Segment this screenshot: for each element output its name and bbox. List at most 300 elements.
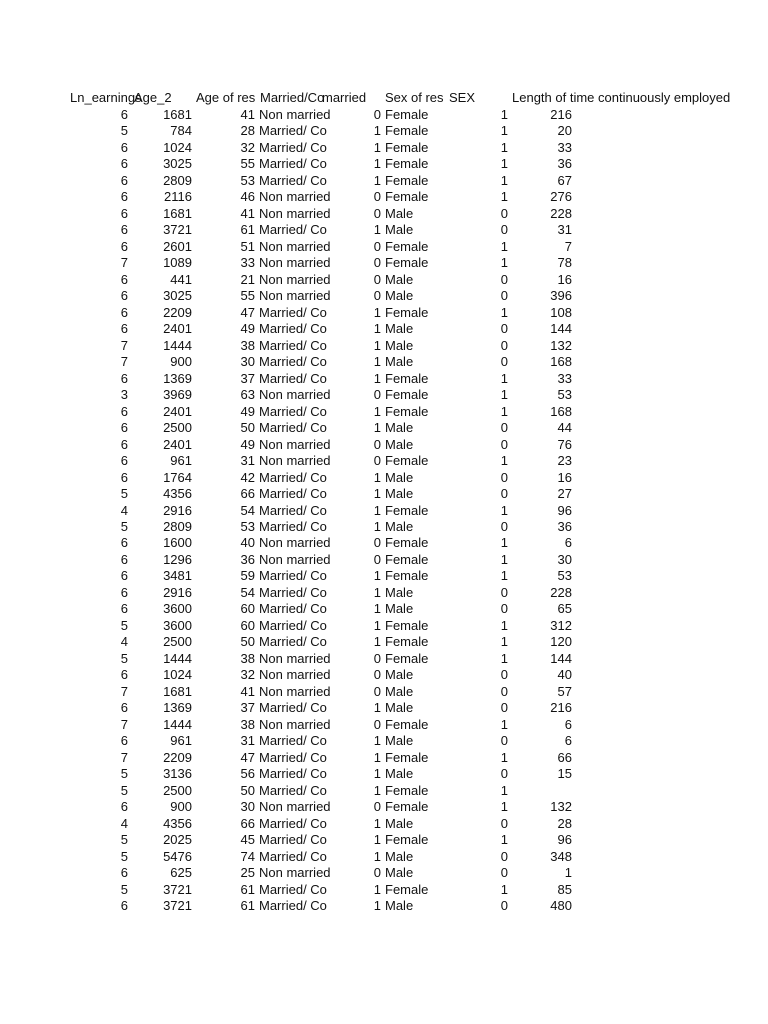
cell-age-2[interactable]: 441 — [170, 271, 192, 287]
cell-length-employed[interactable]: 228 — [550, 205, 572, 221]
cell-married[interactable]: 0 — [373, 387, 381, 403]
cell-ln-earnings[interactable]: 6 — [120, 205, 128, 221]
cell-sex[interactable]: 0 — [500, 733, 508, 749]
cell-married[interactable]: 1 — [373, 156, 381, 172]
cell-married[interactable]: 0 — [373, 799, 381, 815]
cell-age-of-respondent[interactable]: 40 — [240, 535, 255, 551]
cell-married[interactable]: 1 — [373, 601, 381, 617]
cell-sex[interactable]: 1 — [500, 189, 508, 205]
cell-married-co[interactable]: Married/ Co — [259, 766, 327, 782]
cell-married[interactable]: 1 — [373, 733, 381, 749]
cell-age-2[interactable]: 2916 — [163, 584, 192, 600]
cell-length-employed[interactable]: 168 — [550, 354, 572, 370]
header-married[interactable]: married — [322, 90, 367, 105]
cell-age-of-respondent[interactable]: 56 — [240, 766, 255, 782]
cell-sex-of-respondent[interactable]: Female — [385, 799, 429, 815]
cell-length-employed[interactable]: 20 — [557, 123, 572, 139]
cell-age-of-respondent[interactable]: 38 — [240, 716, 255, 732]
cell-ln-earnings[interactable]: 6 — [120, 139, 128, 155]
cell-sex-of-respondent[interactable]: Female — [385, 650, 429, 666]
cell-ln-earnings[interactable]: 6 — [120, 453, 128, 469]
cell-sex[interactable]: 1 — [500, 107, 508, 122]
cell-ln-earnings[interactable]: 6 — [120, 370, 128, 386]
cell-age-2[interactable]: 2916 — [163, 502, 192, 518]
cell-length-employed[interactable]: 78 — [557, 255, 572, 271]
cell-age-of-respondent[interactable]: 49 — [240, 403, 255, 419]
cell-age-2[interactable]: 1024 — [163, 139, 192, 155]
cell-age-of-respondent[interactable]: 37 — [240, 370, 255, 386]
cell-sex[interactable]: 1 — [500, 782, 508, 798]
cell-ln-earnings[interactable]: 6 — [120, 799, 128, 815]
cell-sex[interactable]: 0 — [500, 766, 508, 782]
cell-sex[interactable]: 1 — [500, 568, 508, 584]
cell-sex[interactable]: 1 — [500, 238, 508, 254]
cell-length-employed[interactable]: 6 — [564, 716, 572, 732]
cell-sex-of-respondent[interactable]: Male — [385, 683, 414, 699]
cell-married[interactable]: 1 — [373, 304, 381, 320]
cell-ln-earnings[interactable]: 6 — [120, 733, 128, 749]
cell-length-employed[interactable] — [508, 783, 572, 800]
cell-age-of-respondent[interactable]: 59 — [240, 568, 255, 584]
cell-age-of-respondent[interactable]: 28 — [240, 123, 255, 139]
cell-married-co[interactable]: Non married — [259, 189, 331, 205]
cell-length-employed[interactable]: 6 — [564, 733, 572, 749]
cell-length-employed[interactable]: 396 — [550, 288, 572, 304]
cell-age-2[interactable]: 2401 — [163, 403, 192, 419]
cell-age-2[interactable]: 2601 — [163, 238, 192, 254]
cell-age-of-respondent[interactable]: 55 — [240, 288, 255, 304]
cell-length-employed[interactable]: 66 — [557, 749, 572, 765]
cell-length-employed[interactable]: 40 — [557, 667, 572, 683]
cell-married[interactable]: 1 — [373, 172, 381, 188]
cell-married-co[interactable]: Non married — [259, 255, 331, 271]
cell-age-of-respondent[interactable]: 54 — [240, 502, 255, 518]
cell-sex[interactable]: 0 — [500, 321, 508, 337]
cell-length-employed[interactable]: 144 — [550, 321, 572, 337]
cell-age-of-respondent[interactable]: 53 — [240, 172, 255, 188]
cell-age-2[interactable]: 3025 — [163, 156, 192, 172]
cell-length-employed[interactable]: 57 — [557, 683, 572, 699]
cell-age-of-respondent[interactable]: 51 — [240, 238, 255, 254]
cell-married-co[interactable]: Non married — [259, 716, 331, 732]
cell-ln-earnings[interactable]: 6 — [120, 288, 128, 304]
cell-age-2[interactable]: 3600 — [163, 617, 192, 633]
cell-age-of-respondent[interactable]: 42 — [240, 469, 255, 485]
cell-married-co[interactable]: Non married — [259, 535, 331, 551]
cell-ln-earnings[interactable]: 6 — [120, 321, 128, 337]
cell-ln-earnings[interactable]: 6 — [120, 568, 128, 584]
cell-ln-earnings[interactable]: 6 — [120, 601, 128, 617]
cell-ln-earnings[interactable]: 6 — [120, 436, 128, 452]
cell-ln-earnings[interactable]: 5 — [120, 881, 128, 897]
cell-sex-of-respondent[interactable]: Female — [385, 403, 429, 419]
cell-length-employed[interactable]: 216 — [550, 107, 572, 122]
cell-age-of-respondent[interactable]: 61 — [240, 898, 255, 914]
cell-ln-earnings[interactable]: 6 — [120, 551, 128, 567]
cell-ln-earnings[interactable]: 7 — [120, 749, 128, 765]
cell-sex-of-respondent[interactable]: Female — [385, 370, 429, 386]
cell-married[interactable]: 0 — [373, 255, 381, 271]
cell-age-of-respondent[interactable]: 32 — [240, 667, 255, 683]
cell-sex[interactable]: 1 — [500, 502, 508, 518]
cell-sex-of-respondent[interactable]: Female — [385, 832, 429, 848]
cell-ln-earnings[interactable]: 6 — [120, 700, 128, 716]
cell-married-co[interactable]: Married/ Co — [259, 370, 327, 386]
cell-age-of-respondent[interactable]: 61 — [240, 222, 255, 238]
header-sex[interactable]: SEX — [449, 90, 476, 105]
cell-sex-of-respondent[interactable]: Female — [385, 238, 429, 254]
cell-married-co[interactable]: Married/ Co — [259, 898, 327, 914]
cell-married[interactable]: 1 — [373, 634, 381, 650]
cell-sex[interactable]: 0 — [500, 436, 508, 452]
cell-age-2[interactable]: 2500 — [163, 420, 192, 436]
cell-age-2[interactable]: 1369 — [163, 700, 192, 716]
cell-married-co[interactable]: Married/ Co — [259, 815, 327, 831]
cell-length-employed[interactable]: 16 — [557, 469, 572, 485]
cell-sex[interactable]: 0 — [500, 865, 508, 881]
cell-age-of-respondent[interactable]: 60 — [240, 601, 255, 617]
cell-age-2[interactable]: 1444 — [163, 716, 192, 732]
cell-sex[interactable]: 0 — [500, 683, 508, 699]
cell-age-of-respondent[interactable]: 47 — [240, 304, 255, 320]
cell-married-co[interactable]: Non married — [259, 271, 331, 287]
cell-age-2[interactable]: 2401 — [163, 321, 192, 337]
cell-ln-earnings[interactable]: 7 — [120, 354, 128, 370]
cell-sex-of-respondent[interactable]: Female — [385, 139, 429, 155]
cell-married-co[interactable]: Married/ Co — [259, 782, 327, 798]
cell-ln-earnings[interactable]: 6 — [120, 271, 128, 287]
cell-sex[interactable]: 1 — [500, 716, 508, 732]
cell-age-2[interactable]: 1089 — [163, 255, 192, 271]
cell-married-co[interactable]: Non married — [259, 453, 331, 469]
cell-married[interactable]: 1 — [373, 486, 381, 502]
cell-sex[interactable]: 0 — [500, 898, 508, 914]
cell-age-2[interactable]: 1444 — [163, 337, 192, 353]
cell-ln-earnings[interactable]: 5 — [120, 486, 128, 502]
cell-sex-of-respondent[interactable]: Female — [385, 535, 429, 551]
cell-age-of-respondent[interactable]: 36 — [240, 551, 255, 567]
cell-married-co[interactable]: Non married — [259, 865, 331, 881]
cell-length-employed[interactable]: 144 — [550, 650, 572, 666]
cell-sex[interactable]: 0 — [500, 848, 508, 864]
cell-length-employed[interactable]: 348 — [550, 848, 572, 864]
cell-married-co[interactable]: Non married — [259, 650, 331, 666]
cell-sex-of-respondent[interactable]: Male — [385, 469, 414, 485]
cell-married[interactable]: 1 — [373, 749, 381, 765]
cell-sex-of-respondent[interactable]: Male — [385, 519, 414, 534]
cell-age-2[interactable]: 2209 — [163, 304, 192, 320]
header-married-co[interactable]: Married/Co — [260, 90, 325, 105]
cell-age-of-respondent[interactable]: 49 — [240, 436, 255, 452]
cell-length-employed[interactable]: 228 — [550, 584, 572, 600]
cell-sex[interactable]: 0 — [500, 667, 508, 683]
cell-married-co[interactable]: Non married — [259, 387, 331, 403]
cell-married[interactable]: 1 — [373, 766, 381, 782]
cell-age-2[interactable]: 961 — [170, 733, 192, 749]
cell-married[interactable]: 1 — [373, 139, 381, 155]
cell-married-co[interactable]: Married/ Co — [259, 601, 327, 617]
cell-sex-of-respondent[interactable]: Male — [385, 865, 414, 881]
cell-length-employed[interactable]: 76 — [557, 436, 572, 452]
cell-ln-earnings[interactable]: 5 — [120, 782, 128, 798]
cell-married[interactable]: 0 — [373, 453, 381, 469]
cell-ln-earnings[interactable]: 6 — [120, 420, 128, 436]
cell-married[interactable]: 1 — [373, 403, 381, 419]
cell-married[interactable]: 1 — [373, 420, 381, 436]
cell-sex[interactable]: 0 — [500, 584, 508, 600]
cell-married-co[interactable]: Married/ Co — [259, 584, 327, 600]
cell-age-of-respondent[interactable]: 54 — [240, 584, 255, 600]
cell-length-employed[interactable]: 168 — [550, 403, 572, 419]
cell-married-co[interactable]: Married/ Co — [259, 354, 327, 370]
cell-married[interactable]: 0 — [373, 288, 381, 304]
header-sex-of-respondent[interactable]: Sex of res — [385, 90, 444, 105]
cell-sex-of-respondent[interactable]: Male — [385, 436, 414, 452]
cell-sex[interactable]: 0 — [500, 271, 508, 287]
cell-ln-earnings[interactable]: 6 — [120, 535, 128, 551]
cell-ln-earnings[interactable]: 6 — [120, 584, 128, 600]
cell-married-co[interactable]: Married/ Co — [259, 700, 327, 716]
cell-married[interactable]: 1 — [373, 337, 381, 353]
cell-sex-of-respondent[interactable]: Female — [385, 881, 429, 897]
cell-married-co[interactable]: Married/ Co — [259, 156, 327, 172]
cell-married[interactable]: 1 — [373, 617, 381, 633]
cell-married-co[interactable]: Non married — [259, 288, 331, 304]
cell-ln-earnings[interactable]: 6 — [120, 865, 128, 881]
cell-length-employed[interactable]: 312 — [550, 617, 572, 633]
cell-age-2[interactable]: 2500 — [163, 634, 192, 650]
cell-age-of-respondent[interactable]: 41 — [240, 683, 255, 699]
cell-married[interactable]: 1 — [373, 519, 381, 534]
cell-length-employed[interactable]: 33 — [557, 139, 572, 155]
cell-sex-of-respondent[interactable]: Male — [385, 288, 414, 304]
cell-age-2[interactable]: 1681 — [163, 107, 192, 122]
cell-sex-of-respondent[interactable]: Female — [385, 255, 429, 271]
cell-ln-earnings[interactable]: 5 — [120, 123, 128, 139]
cell-length-employed[interactable]: 53 — [557, 387, 572, 403]
cell-sex-of-respondent[interactable]: Female — [385, 634, 429, 650]
cell-length-employed[interactable]: 28 — [557, 815, 572, 831]
cell-age-2[interactable]: 3721 — [163, 881, 192, 897]
cell-sex[interactable]: 1 — [500, 255, 508, 271]
cell-sex[interactable]: 1 — [500, 535, 508, 551]
cell-age-of-respondent[interactable]: 74 — [240, 848, 255, 864]
cell-sex-of-respondent[interactable]: Female — [385, 304, 429, 320]
cell-sex-of-respondent[interactable]: Male — [385, 766, 414, 782]
cell-married-co[interactable]: Married/ Co — [259, 568, 327, 584]
cell-sex[interactable]: 1 — [500, 387, 508, 403]
cell-sex-of-respondent[interactable]: Male — [385, 667, 414, 683]
cell-age-2[interactable]: 784 — [170, 123, 192, 139]
cell-age-of-respondent[interactable]: 41 — [240, 107, 255, 122]
cell-sex-of-respondent[interactable]: Female — [385, 749, 429, 765]
cell-married[interactable]: 1 — [373, 370, 381, 386]
cell-sex[interactable]: 0 — [500, 815, 508, 831]
cell-sex-of-respondent[interactable]: Female — [385, 568, 429, 584]
cell-age-2[interactable]: 2209 — [163, 749, 192, 765]
cell-ln-earnings[interactable]: 6 — [120, 667, 128, 683]
cell-married[interactable]: 1 — [373, 568, 381, 584]
cell-age-2[interactable]: 1296 — [163, 551, 192, 567]
cell-age-2[interactable]: 2500 — [163, 782, 192, 798]
cell-age-2[interactable]: 3721 — [163, 222, 192, 238]
cell-age-2[interactable]: 961 — [170, 453, 192, 469]
cell-age-2[interactable]: 4356 — [163, 815, 192, 831]
cell-age-2[interactable]: 900 — [170, 354, 192, 370]
cell-sex-of-respondent[interactable]: Male — [385, 486, 414, 502]
cell-length-employed[interactable]: 33 — [557, 370, 572, 386]
cell-ln-earnings[interactable]: 3 — [120, 387, 128, 403]
cell-sex[interactable]: 1 — [500, 156, 508, 172]
cell-sex[interactable]: 0 — [500, 205, 508, 221]
cell-sex-of-respondent[interactable]: Male — [385, 337, 414, 353]
cell-married-co[interactable]: Married/ Co — [259, 222, 327, 238]
cell-age-2[interactable]: 1764 — [163, 469, 192, 485]
cell-age-of-respondent[interactable]: 61 — [240, 881, 255, 897]
cell-sex-of-respondent[interactable]: Male — [385, 584, 414, 600]
cell-married-co[interactable]: Non married — [259, 436, 331, 452]
cell-age-2[interactable]: 1681 — [163, 683, 192, 699]
cell-sex[interactable]: 0 — [500, 700, 508, 716]
header-length-employed[interactable]: Length of time continuously employed — [512, 90, 731, 105]
cell-sex[interactable]: 0 — [500, 486, 508, 502]
cell-married[interactable]: 0 — [373, 189, 381, 205]
cell-married[interactable]: 0 — [373, 865, 381, 881]
cell-married[interactable]: 0 — [373, 716, 381, 732]
cell-married-co[interactable]: Non married — [259, 799, 331, 815]
cell-married[interactable]: 1 — [373, 469, 381, 485]
cell-sex-of-respondent[interactable]: Female — [385, 172, 429, 188]
cell-length-employed[interactable]: 31 — [557, 222, 572, 238]
cell-age-2[interactable]: 3969 — [163, 387, 192, 403]
cell-length-employed[interactable]: 276 — [550, 189, 572, 205]
cell-ln-earnings[interactable]: 7 — [120, 337, 128, 353]
cell-married-co[interactable]: Married/ Co — [259, 321, 327, 337]
cell-sex[interactable]: 1 — [500, 123, 508, 139]
cell-length-employed[interactable]: 67 — [557, 172, 572, 188]
cell-married-co[interactable]: Married/ Co — [259, 881, 327, 897]
cell-sex-of-respondent[interactable]: Female — [385, 782, 429, 798]
cell-length-employed[interactable]: 36 — [557, 156, 572, 172]
cell-sex-of-respondent[interactable]: Male — [385, 271, 414, 287]
cell-age-2[interactable]: 1369 — [163, 370, 192, 386]
cell-sex-of-respondent[interactable]: Male — [385, 700, 414, 716]
cell-married-co[interactable]: Non married — [259, 107, 331, 122]
cell-married-co[interactable]: Non married — [259, 238, 331, 254]
cell-married-co[interactable]: Married/ Co — [259, 420, 327, 436]
cell-married[interactable]: 1 — [373, 502, 381, 518]
cell-sex-of-respondent[interactable]: Female — [385, 387, 429, 403]
cell-length-employed[interactable]: 1 — [564, 865, 572, 881]
cell-age-of-respondent[interactable]: 45 — [240, 832, 255, 848]
cell-married[interactable]: 1 — [373, 123, 381, 139]
cell-married-co[interactable]: Married/ Co — [259, 123, 327, 139]
cell-age-of-respondent[interactable]: 63 — [240, 387, 255, 403]
cell-married[interactable]: 0 — [373, 205, 381, 221]
cell-ln-earnings[interactable]: 5 — [120, 848, 128, 864]
cell-sex-of-respondent[interactable]: Male — [385, 420, 414, 436]
cell-married-co[interactable]: Married/ Co — [259, 172, 327, 188]
cell-age-2[interactable]: 2809 — [163, 519, 192, 534]
cell-length-employed[interactable]: 44 — [557, 420, 572, 436]
cell-married-co[interactable]: Married/ Co — [259, 848, 327, 864]
cell-age-of-respondent[interactable]: 33 — [240, 255, 255, 271]
cell-sex-of-respondent[interactable]: Female — [385, 716, 429, 732]
cell-age-of-respondent[interactable]: 37 — [240, 700, 255, 716]
cell-married[interactable]: 1 — [373, 848, 381, 864]
cell-ln-earnings[interactable]: 6 — [120, 403, 128, 419]
cell-married-co[interactable]: Married/ Co — [259, 337, 327, 353]
cell-married[interactable]: 1 — [373, 222, 381, 238]
cell-married[interactable]: 0 — [373, 238, 381, 254]
cell-age-2[interactable]: 2025 — [163, 832, 192, 848]
cell-sex[interactable]: 1 — [500, 304, 508, 320]
cell-married-co[interactable]: Married/ Co — [259, 486, 327, 502]
cell-sex[interactable]: 1 — [500, 634, 508, 650]
cell-married[interactable]: 0 — [373, 436, 381, 452]
cell-sex[interactable]: 1 — [500, 749, 508, 765]
cell-married[interactable]: 0 — [373, 551, 381, 567]
cell-age-of-respondent[interactable]: 53 — [240, 519, 255, 534]
cell-age-of-respondent[interactable]: 55 — [240, 156, 255, 172]
cell-ln-earnings[interactable]: 5 — [120, 650, 128, 666]
cell-sex[interactable]: 1 — [500, 403, 508, 419]
cell-age-2[interactable]: 3481 — [163, 568, 192, 584]
cell-married-co[interactable]: Married/ Co — [259, 634, 327, 650]
cell-married[interactable]: 0 — [373, 683, 381, 699]
cell-ln-earnings[interactable]: 6 — [120, 898, 128, 914]
cell-sex[interactable]: 0 — [500, 469, 508, 485]
cell-sex-of-respondent[interactable]: Female — [385, 502, 429, 518]
cell-married[interactable]: 1 — [373, 584, 381, 600]
cell-age-of-respondent[interactable]: 60 — [240, 617, 255, 633]
cell-married[interactable]: 1 — [373, 832, 381, 848]
cell-sex-of-respondent[interactable]: Male — [385, 222, 414, 238]
cell-married-co[interactable]: Non married — [259, 551, 331, 567]
cell-length-employed[interactable]: 65 — [557, 601, 572, 617]
cell-sex[interactable]: 1 — [500, 172, 508, 188]
cell-sex[interactable]: 0 — [500, 288, 508, 304]
cell-age-2[interactable]: 3136 — [163, 766, 192, 782]
cell-sex[interactable]: 1 — [500, 832, 508, 848]
cell-sex-of-respondent[interactable]: Male — [385, 321, 414, 337]
cell-sex-of-respondent[interactable]: Female — [385, 551, 429, 567]
cell-age-2[interactable]: 1681 — [163, 205, 192, 221]
header-age-2[interactable]: Age_2 — [134, 90, 172, 105]
cell-age-2[interactable]: 4356 — [163, 486, 192, 502]
cell-age-2[interactable]: 625 — [170, 865, 192, 881]
cell-age-2[interactable]: 2809 — [163, 172, 192, 188]
cell-age-of-respondent[interactable]: 50 — [240, 782, 255, 798]
cell-age-2[interactable]: 3025 — [163, 288, 192, 304]
cell-sex-of-respondent[interactable]: Female — [385, 189, 429, 205]
cell-length-employed[interactable]: 30 — [557, 551, 572, 567]
cell-sex[interactable]: 0 — [500, 601, 508, 617]
cell-sex[interactable]: 1 — [500, 881, 508, 897]
cell-age-of-respondent[interactable]: 31 — [240, 453, 255, 469]
cell-sex[interactable]: 1 — [500, 799, 508, 815]
cell-age-2[interactable]: 1600 — [163, 535, 192, 551]
cell-length-employed[interactable]: 27 — [557, 486, 572, 502]
cell-length-employed[interactable]: 96 — [557, 502, 572, 518]
cell-ln-earnings[interactable]: 6 — [120, 156, 128, 172]
cell-age-2[interactable]: 5476 — [163, 848, 192, 864]
cell-ln-earnings[interactable]: 5 — [120, 766, 128, 782]
cell-age-of-respondent[interactable]: 38 — [240, 337, 255, 353]
cell-age-of-respondent[interactable]: 31 — [240, 733, 255, 749]
cell-age-of-respondent[interactable]: 30 — [240, 354, 255, 370]
cell-ln-earnings[interactable]: 4 — [120, 502, 128, 518]
